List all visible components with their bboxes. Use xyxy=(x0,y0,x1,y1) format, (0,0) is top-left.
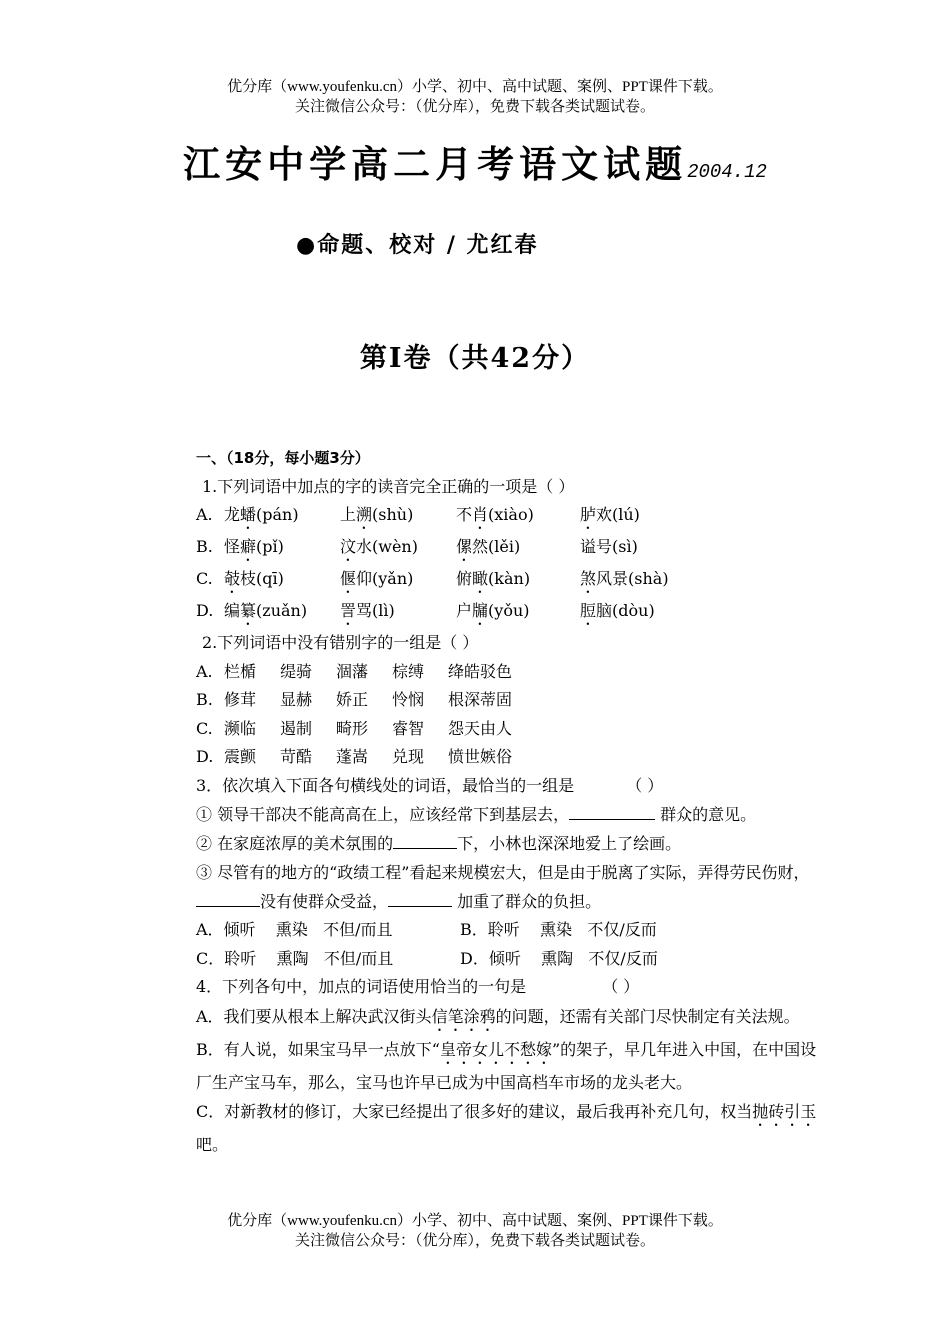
q2-option-word: 苛酷 xyxy=(280,747,313,766)
q1-option-word: 脰脑(dòu) xyxy=(580,601,655,620)
header-watermark-line2: 关注微信公众号：（优分库），免费下载各类试题试卷。 xyxy=(294,99,655,115)
q3-sentence-3: ③ 尽管有的地方的“政绩工程”看起来规模宏大，但是由于脱离了实际，弄得劳民伤财，没有使群众受益， 加重了群众的负担。 xyxy=(196,863,810,911)
q1-option-word: 户牖(yǒu) xyxy=(456,601,530,620)
q1-option-word: 詈骂(lì) xyxy=(340,601,395,620)
q1-option-word: 编纂(zuǎn) xyxy=(224,601,308,620)
q1-option-row xyxy=(196,501,826,533)
part1-heading: 一、（18分，每小题3分） xyxy=(196,449,370,467)
q1-option-word: 胪欢(lú) xyxy=(580,505,640,524)
q3-options-row1: A．倾听 熏染 不但/而且 B．聆听 熏染 不仅/反而 xyxy=(196,920,657,939)
q2-option-word: 缇骑 xyxy=(280,661,313,681)
q2-option-word: 兑现 xyxy=(392,747,425,766)
q4-stem-line xyxy=(196,973,826,1002)
title-main: 江安中学高二月考语文试题 xyxy=(183,142,688,186)
q2-option-row xyxy=(196,686,826,715)
q2-option-word: 娇正 xyxy=(336,690,369,709)
q3-stem-line xyxy=(196,772,826,801)
q1-option-word: 怪癖(pǐ) xyxy=(224,537,284,556)
q2-option-word: 修茸 xyxy=(224,690,257,709)
q1-option-word: 谥号(sì) xyxy=(580,537,638,556)
q4-stem: 4．下列各句中，加点的词语使用恰当的一句是 xyxy=(196,977,527,996)
q2-option-word: 显赫 xyxy=(280,690,313,709)
dotted-phrase: 皇帝女儿不愁嫁 xyxy=(439,1039,552,1059)
q2-option-word: 栏楯 xyxy=(224,661,257,681)
q1-option-word: 上溯(shù) xyxy=(340,505,414,524)
q1-options xyxy=(196,501,826,629)
q2-option-row xyxy=(196,743,826,772)
header-watermark-line1: 优分库（www.youfenku.cn）小学、初中、高中试题、案例、PPT课件下载。 xyxy=(227,79,723,95)
option-label: D. xyxy=(196,601,214,620)
q2-option-word: 濒临 xyxy=(224,718,257,738)
q3-sentence-1: ① 领导干部决不能高高在上，应该经常下到基层去， 群众的意见。 xyxy=(196,805,757,824)
option-label: B. xyxy=(196,537,213,556)
q2-option-word: 涸藩 xyxy=(336,661,369,681)
q2-option-word: 怨天由人 xyxy=(448,718,513,738)
blank xyxy=(196,890,260,907)
q2-option-row xyxy=(196,715,826,744)
title-date: 2004.12 xyxy=(687,161,767,183)
section-title: 第Ⅰ卷（共42分） xyxy=(359,343,591,374)
q2-option-row xyxy=(196,658,826,687)
q4-option-b: B．有人说，如果宝马早一点放下“皇帝女儿不愁嫁”的架子，早几年进入中国，在中国设厂生产宝马车，那么，宝马也许早已成为中国高档车市场的龙头老大。 xyxy=(196,1039,817,1092)
q2-options xyxy=(196,658,826,772)
q2-option-word: 绛皓驳色 xyxy=(448,661,513,681)
q3-options-row2: C．聆听 熏陶 不但/而且 D．倾听 熏陶 不仅/反而 xyxy=(196,948,658,968)
q1-option-word: 傫然(lěi) xyxy=(456,537,521,556)
option-label: C. xyxy=(196,569,213,588)
q4-option-c: C．对新教材的修订，大家已经提出了很多好的建议，最后我再补充几句，权当抛砖引玉吧。 xyxy=(196,1101,817,1154)
option-label: C. xyxy=(196,718,213,738)
q2-option-word: 震颤 xyxy=(224,747,257,766)
question-content xyxy=(196,444,826,1159)
q2-stem: 2.下列词语中没有错别字的一组是（ ） xyxy=(202,633,479,652)
q4-option-a: A．我们要从根本上解决武汉街头信笔涂鸦的问题，还需有关部门尽快制定有关法规。 xyxy=(196,1006,800,1026)
q1-option-row xyxy=(196,565,826,597)
q1-option-word: 龙蟠(pán) xyxy=(224,505,299,524)
q2-option-word: 愤世嫉俗 xyxy=(448,747,513,766)
q1-option-word: 不肖(xiào) xyxy=(456,505,534,524)
q1-option-word: 偃仰(yǎn) xyxy=(340,569,414,588)
q1-option-word: 攲枝(qī) xyxy=(224,569,284,588)
q2-option-word: 睿智 xyxy=(392,718,425,738)
q2-option-word: 遏制 xyxy=(280,718,313,738)
q2-option-word: 畸形 xyxy=(336,718,369,738)
page-title xyxy=(0,134,950,202)
option-label: A. xyxy=(196,661,213,681)
footer-watermark-line1: 优分库（www.youfenku.cn）小学、初中、高中试题、案例、PPT课件下载。 xyxy=(227,1213,723,1229)
q3-sentence-2: ② 在家庭浓厚的美术氛围的 下，小林也深深地爱上了绘画。 xyxy=(196,834,682,853)
footer-watermark-line2: 关注微信公众号：（优分库），免费下载各类试题试卷。 xyxy=(294,1233,655,1249)
option-label: D. xyxy=(196,747,214,766)
q2-option-word: 蓬嵩 xyxy=(336,747,369,766)
q1-option-word: 煞风景(shà) xyxy=(580,569,669,588)
q1-option-word: 俯瞰(kàn) xyxy=(456,569,531,588)
dotted-phrase: 信笔涂鸦 xyxy=(431,1006,496,1026)
q2-option-word: 根深蒂固 xyxy=(448,690,513,709)
q3-stem: 3．依次填入下面各句横线处的词语，最恰当的一组是 xyxy=(196,775,575,795)
blank xyxy=(569,803,655,820)
option-label: B. xyxy=(196,690,213,709)
q3-paren: （ ） xyxy=(626,775,664,795)
option-label: A. xyxy=(196,505,213,524)
q1-option-word: 汶水(wèn) xyxy=(340,537,418,556)
q2-option-word: 棕缚 xyxy=(392,661,425,681)
blank xyxy=(393,832,457,849)
author-line: ●命题、校对 / 尤红春 xyxy=(296,232,539,258)
q4-paren: （ ） xyxy=(602,977,640,996)
dotted-phrase: 抛砖引玉 xyxy=(752,1101,817,1121)
blank xyxy=(388,890,452,907)
q1-option-row xyxy=(196,533,826,565)
q1-stem: 1.下列词语中加点的字的读音完全正确的一项是（ ） xyxy=(202,476,575,496)
q2-option-word: 怜悯 xyxy=(392,690,425,709)
q1-option-row xyxy=(196,597,826,629)
